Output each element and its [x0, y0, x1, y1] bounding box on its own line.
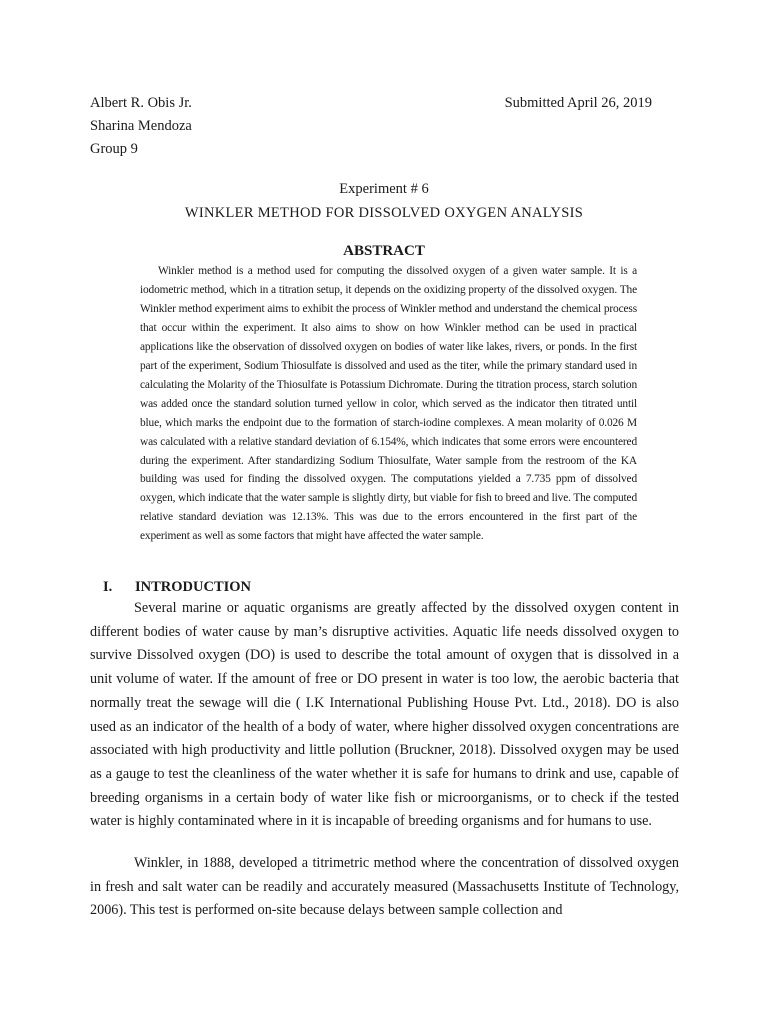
author-name-2: Sharina Mendoza — [90, 118, 192, 134]
section-number: I. — [103, 579, 113, 595]
author-name-1: Albert R. Obis Jr. — [90, 95, 192, 111]
introduction-paragraph-1: Several marine or aquatic organisms are greatly affected by the dissolved oxygen content in different bodies of water cause by man’s disruptive activities. Aquatic life needs dissolved oxygen to survive Dissolved oxygen (DO) is used to describe the total amount of oxygen that is dissolved in a unit volume of water. If the amount of free or DO present in water is too low, the aerobic bacteria that normally treat the sewage will die ( I.K International Publishing House Pvt. Ltd., 2018). DO is also used as an indicator of the health of a body of water, where higher dissolved oxygen concentrations are associated with high productivity and little pollution (Bruckner, 2018). Dissolved oxygen may be used as a gauge to test the cleanliness of the water whether it is safe for humans to drink and use, capable of breeding organisms in a certain body of water like fish or microorganisms, or to check if the tested water is highly contaminated where in it is incapable of breeding organisms and for humans to use. — [90, 600, 679, 830]
introduction-paragraph-2: Winkler, in 1888, developed a titrimetric method where the concentration of dissolved oxygen in fresh and salt water can be readily and accurately measured (Massachusetts Institute of Technology, 2006). This test is performed on-site because delays between sample collection and — [90, 855, 679, 919]
section-title: INTRODUCTION — [135, 579, 252, 595]
introduction-heading — [103, 576, 251, 598]
abstract-heading: ABSTRACT — [343, 243, 425, 259]
header-block — [90, 92, 660, 161]
experiment-number: Experiment # 6 — [339, 181, 429, 197]
group-label: Group 9 — [90, 141, 138, 157]
abstract-body: Winkler method is a method used for computing the dissolved oxygen of a given water sample. It is a iodometric method, which in a titration setup, it depends on the oxidizing property of the dissolved oxygen. The Winkler method experiment aims to exhibit the process of Winkler method and understand the chemical process that occur within the experiment. It also aims to show on how Winkler method can be used in practical applications like the observation of dissolved oxygen on bodies of water like lakes, rivers, or ponds. In the first part of the experiment, Sodium Thiosulfate is dissolved and used as the titer, while the primary standard used in calculating the Molarity of the Thiosulfate is Potassium Dichromate. During the titration process, starch solution was added once the standard solution turned yellow in color, which served as the indicator then titrated until blue, which marks the endpoint due to the formation of starch-iodine complexes. A mean molarity of 0.026 M was calculated with a relative standard deviation of 6.154%, which indicates that some errors were encountered during the experiment. After standardizing Sodium Thiosulfate, Water sample from the restroom of the KA building was used for finding the dissolved oxygen. The computations yielded a 7.735 ppm of dissolved oxygen, which indicate that the water sample is slightly dirty, but viable for fish to breed and live. The computed relative standard deviation was 12.13%. This was due to the errors encountered in the first part of the experiment as well as some factors that might have affected the water sample. — [140, 265, 637, 543]
document-title: WINKLER METHOD FOR DISSOLVED OXYGEN ANALYSIS — [184, 205, 584, 221]
submission-date: Submitted April 26, 2019 — [504, 95, 652, 111]
